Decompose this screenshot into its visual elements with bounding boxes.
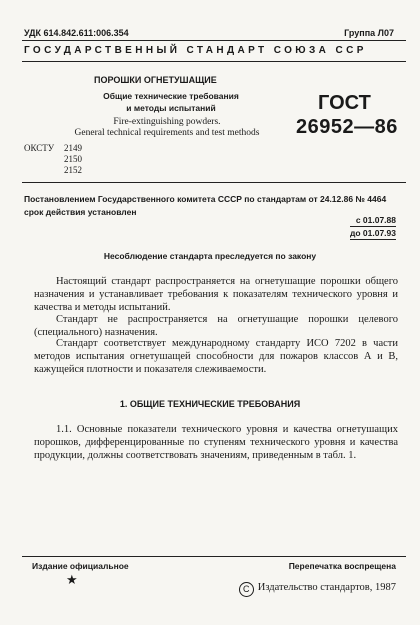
top-rule-secondary [22,61,406,62]
section-heading: 1. ОБЩИЕ ТЕХНИЧЕСКИЕ ТРЕБОВАНИЯ [119,399,301,409]
okstu-code: 2152 [64,165,82,175]
okstu-code: 2150 [64,154,82,164]
subtitle-russian [96,90,246,114]
valid-from: с 01.07.88 [350,214,396,227]
udk-code: УДК 614.842.611:006.354 [24,28,129,38]
state-standard-banner: ГОСУДАРСТВЕННЫЙ СТАНДАРТ СОЮЗА ССР [24,45,367,56]
noncompliance-notice: Несоблюдение стандарта преследуется по закону [103,251,317,261]
valid-to: до 01.07.93 [349,228,396,238]
bottom-rule [22,556,406,557]
gost-label: ГОСТ [318,92,371,114]
copyright-icon: C [239,582,254,597]
subtitle-line-2: и методы испытаний [126,103,216,113]
title-english-line-1: Fire-extinguishing powders. [113,117,221,127]
reprint-prohibited: Перепечатка воспрещена [288,561,396,571]
title-russian: ПОРОШКИ ОГНЕТУШАЩИЕ [94,75,217,85]
gost-number: 26952—86 [296,116,398,138]
title-english-line-2: General technical requirements and test methods [74,128,260,138]
copyright-text: Издательство стандартов, 1987 [257,582,396,593]
copyright-line [239,582,396,597]
subtitle-line-1: Общие технические требования [103,91,239,101]
star-icon: ★ [66,572,78,587]
body-paragraph: Стандарт не распространяется на огнетушащие порошки целевого (специального) назначения. [34,314,398,338]
decree-text: Постановлением Государственного комитета СССР по стандартам от 24.12.86 № 4464 срок действия установлен [24,194,387,217]
okstu-code: 2149 [64,143,82,153]
section-rule [22,182,406,183]
validity-dates [350,214,396,240]
official-edition: Издание официальное [32,561,129,571]
group-code: Группа Л07 [344,28,394,38]
body-paragraph: 1.1. Основные показатели технического уровня и качества огнетушащих порошков, дифференцированные по ступеням технического уровня и качества продукции, должны соответствовать значениям, приведенным в табл. 1. [34,424,398,461]
okstu-label: ОКСТУ [24,143,55,153]
top-rule [22,40,406,41]
body-paragraph: Стандарт соответствует международному стандарту ИСО 7202 в части методов испытания огнетушащей способности для пожаров классов А и В, кажущейся плотности и показателя слеживаемости. [34,338,398,375]
okstu-codes [64,143,82,176]
title-english [32,117,302,139]
body-paragraph: Настоящий стандарт распространяется на огнетушащие порошки общего назначения и устанавливает требования к показателям технического уровня и качества и методы испытаний. [34,276,398,313]
